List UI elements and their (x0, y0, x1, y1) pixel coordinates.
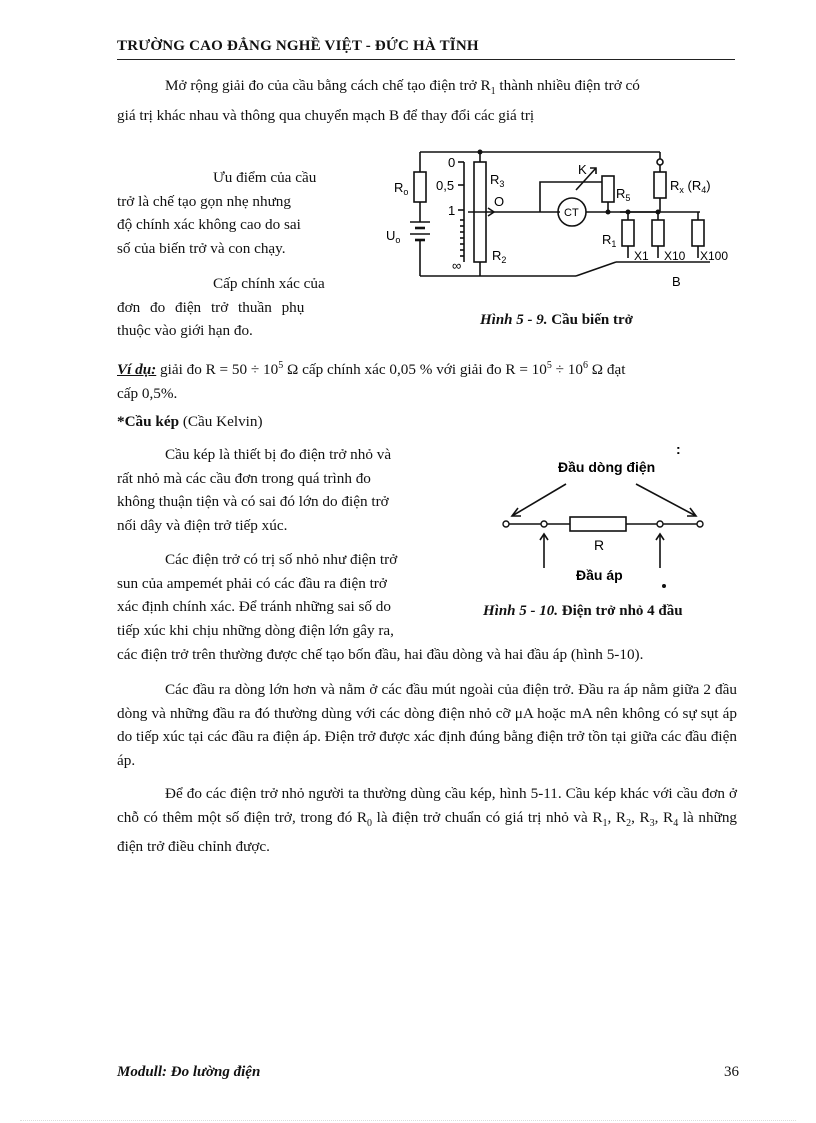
r5-label: $R_5$ (616, 186, 631, 203)
switch-b-label: B (672, 274, 681, 289)
o-label: O (494, 194, 505, 209)
r1-resistor-x100 (692, 220, 704, 246)
resistor-r-label: R (594, 537, 605, 553)
kelvin-paragraph-4: Để đo các điện trở nhỏ người ta thường dùng cầu kép, hình 5-11. Cầu kép khác với cầu đơn ở chỗ có thêm một số điện trở, trong đó $R_0$ là điện trở chuẩn có giá trị nhỏ và $R_1$, $R_2$, $R_3$, $R_4$ là những điện trở điều chỉnh được. (117, 785, 738, 856)
page-header: TRƯỜNG CAO ĐẲNG NGHỀ VIỆT - ĐỨC HÀ TĨNH (117, 38, 735, 60)
x10-label: X10 (664, 249, 686, 263)
rx-resistor (654, 172, 666, 198)
r2-label: $R_2$ (492, 248, 507, 265)
kelvin-paragraph-2: Các điện trở có trị số nhỏ như điện trở sun của ampemét phải có các đầu ra điện trở xác định chính xác. Để tránh những sai số do tiếp xúc khi chịu những dòng điện lớn gây ra, (117, 551, 398, 639)
example-paragraph: Ví dụ: giải đo $R = 50 \div 10^5$ Ω cấp chính xác 0,05 % với giải đo $R = 10^5 \div 10^6$ Ω đạt cấp 0,5%. (117, 360, 626, 402)
kelvin-heading: *Cầu kép (Cầu Kelvin) (117, 413, 263, 430)
r1-resistor-x1 (622, 220, 634, 246)
figure-5-10-diagram (490, 440, 730, 600)
intro-paragraph: Mở rộng giải đo của cầu bằng cách chế tạo điện trở $R_1$ thành nhiều điện trở có giá trị khác nhau và thông qua chuyển mạch B để thay đổi các giá trị (117, 74, 737, 127)
r1-label: $R_1$ (602, 232, 617, 249)
scale-infinity-label: ∞ (452, 258, 462, 273)
scale-1-label: 1 (448, 203, 456, 218)
scale-0-label: 0 (448, 155, 456, 170)
x100-label: X100 (700, 249, 729, 263)
kelvin-paragraph-2-last-line: các điện trở trên thường được chế tạo bốn đầu, hai đầu dòng và hai đầu áp (hình 5-10). (117, 646, 644, 663)
k-label: K (578, 162, 587, 177)
kelvin-paragraph-3: Các đầu ra dòng lớn hơn và nằm ở các đầu mút ngoài của điện trở. Đầu ra áp nằm giữa 2 đầu dòng và những đầu ra đó thường dùng với các dòng điện nhỏ cỡ μA hoặc mA nên không có sự sụt áp do tiếp xúc tại các đầu ra điện áp. Điện trở được xác định đúng bằng điện trở tồn tại giữa các đầu điện áp. (117, 681, 737, 769)
intro-line-2: giá trị khác nhau và thông qua chuyển mạch B để thay đổi các giá trị (117, 106, 535, 124)
u0-label: $U_o$ (386, 228, 401, 245)
current-terminals-label: Đầu dòng điện (558, 459, 656, 475)
r1-resistor-x10 (652, 220, 664, 246)
kelvin-paragraph-1: Cầu kép là thiết bị đo điện trở nhỏ và rất nhỏ mà các cầu đơn trong quá trình đo không thuận tiện và có sai đó lớn do điện trở nối dây và điện trở tiếp xúc. (117, 446, 392, 534)
voltage-terminals-label: Đầu áp (576, 567, 623, 583)
example-label: Ví dụ: (117, 361, 157, 379)
advantage-paragraph: Ưu điểm của cầu trở là chế tạo gọn nhẹ nhưng độ chính xác không cao do sai số của biến trở và con chạy. (117, 169, 317, 257)
svg-text::: : (676, 441, 681, 457)
small-resistor-r (570, 517, 626, 531)
ct-label: CT (564, 207, 579, 219)
r3-label: $R_3$ (490, 172, 505, 189)
accuracy-paragraph: Cấp chính xác của đơn đo điện trở thuần phụ thuộc vào giới hạn đo. (117, 275, 325, 339)
rx-label: $R_x$ $(R_4)$ (670, 178, 711, 195)
r0-label: $R_o$ (394, 180, 409, 197)
page-number: 36 (724, 1064, 739, 1080)
figure-5-10-caption: Hình 5 - 10. Điện trở nhỏ 4 đầu (483, 603, 683, 619)
footer-module-title: Modull: Đo lường điện (117, 1064, 261, 1080)
x1-label: X1 (634, 249, 649, 263)
bottom-divider (20, 1120, 796, 1121)
figure-5-9-caption: Hình 5 - 9. Cầu biến trở (480, 312, 633, 328)
r0-resistor (414, 172, 426, 202)
intro-line-1: Mở rộng giải đo của cầu bằng cách chế tạo điện trở R (165, 77, 491, 94)
r5-resistor (602, 176, 614, 202)
scale-05-label: 0,5 (436, 178, 455, 193)
figure-5-9-circuit (380, 140, 740, 300)
